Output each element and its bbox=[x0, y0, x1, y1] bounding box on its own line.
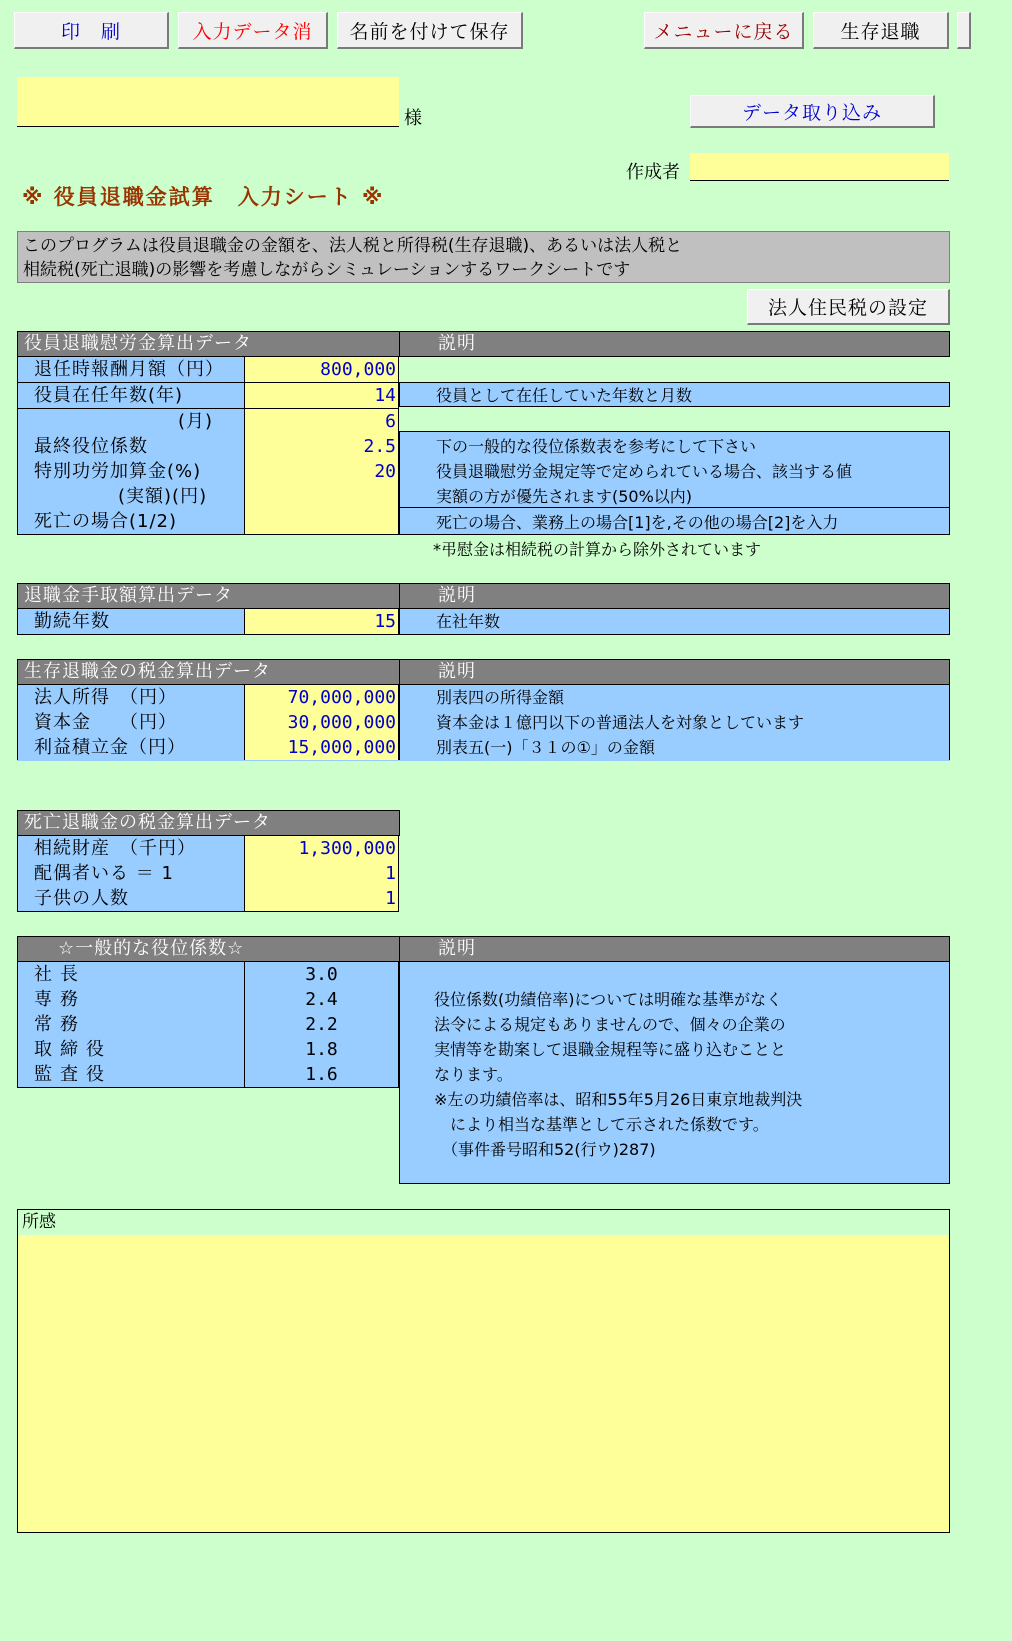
s1-input-special-merit-amount[interactable] bbox=[244, 484, 399, 510]
resident-tax-settings-button[interactable]: 法人住民税の設定 bbox=[747, 289, 950, 325]
s4-input-inheritance-assets[interactable]: 1,300,000 bbox=[244, 836, 399, 862]
s5-label-managing-director: 常務 bbox=[17, 1012, 245, 1038]
s1-desc-special-merit: 役員退職慰労金規定等で定められている場合、該当する値 bbox=[399, 459, 950, 485]
s3-desc-capital: 資本金は１億円以下の普通法人を対象としています bbox=[399, 710, 950, 736]
s2-desc-service-years: 在社年数 bbox=[399, 609, 950, 635]
section2-title: 退職金手取額算出データ bbox=[17, 583, 400, 609]
s2-label-service-years: 勤続年数 bbox=[17, 609, 245, 635]
s1-input-tenure-years[interactable]: 14 bbox=[244, 383, 399, 409]
remarks-box[interactable] bbox=[17, 1209, 950, 1533]
survival-retirement-button[interactable]: 生存退職 bbox=[813, 12, 949, 49]
s4-input-children[interactable]: 1 bbox=[244, 886, 399, 912]
data-import-button[interactable]: データ取り込み bbox=[690, 95, 935, 128]
s5-label-senior-director: 専務 bbox=[17, 987, 245, 1013]
client-suffix: 様 bbox=[404, 108, 422, 129]
s5-desc-line-3: 実情等を勘案して退職金規程等に盛り込むことと bbox=[434, 1040, 787, 1059]
s1-desc-death-case: 死亡の場合、業務上の場合[1]を,その他の場合[2]を入力 bbox=[399, 507, 950, 535]
s1-input-death-case[interactable] bbox=[244, 509, 399, 535]
s1-label-special-merit-percent: 特別功労加算金(%) bbox=[17, 459, 245, 485]
s3-label-corporate-income: 法人所得 （円） bbox=[17, 685, 245, 711]
s1-label-tenure-months: (月) bbox=[17, 409, 245, 435]
s5-description bbox=[399, 962, 950, 1184]
s1-input-tenure-months[interactable]: 6 bbox=[244, 409, 399, 435]
s4-label-spouse: 配偶者いる ＝ 1 bbox=[17, 861, 245, 887]
sheet-title: ※ 役員退職金試算 入力シート ※ bbox=[22, 185, 385, 209]
s3-bottom-line bbox=[17, 760, 950, 761]
s3-label-capital: 資本金 （円） bbox=[17, 710, 245, 736]
s5-value-president: 3.0 bbox=[244, 962, 399, 988]
section5-title: ☆一般的な役位係数☆ bbox=[17, 936, 400, 962]
s1-desc-amount-priority: 実額の方が優先されます(50%以内) bbox=[399, 484, 950, 510]
s5-desc-line-7: （事件番号昭和52(行ウ)287) bbox=[434, 1140, 656, 1159]
partial-toolbar-button[interactable] bbox=[957, 12, 971, 49]
s5-label-auditor: 監査役 bbox=[17, 1062, 245, 1088]
section1-title: 役員退職慰労金算出データ bbox=[17, 331, 400, 357]
section3-title: 生存退職金の税金算出データ bbox=[17, 659, 400, 685]
print-button[interactable]: 印 刷 bbox=[14, 12, 169, 49]
s5-value-senior-director: 2.4 bbox=[244, 987, 399, 1013]
s5-value-auditor: 1.6 bbox=[244, 1062, 399, 1088]
s4-input-spouse[interactable]: 1 bbox=[244, 861, 399, 887]
section2-desc-header: 説明 bbox=[399, 583, 950, 609]
s5-value-director: 1.8 bbox=[244, 1037, 399, 1063]
s1-label-monthly-salary: 退任時報酬月額（円） bbox=[17, 357, 245, 383]
s1-input-position-coefficient[interactable]: 2.5 bbox=[244, 434, 399, 460]
s5-desc-line-2: 法令による規定もありませんので、個々の企業の bbox=[434, 1015, 786, 1034]
s5-desc-line-5: ※左の功績倍率は、昭和55年5月26日東京地裁判決 bbox=[434, 1090, 803, 1109]
clear-input-button[interactable]: 入力データ消 bbox=[178, 12, 328, 49]
intro-line-1: このプログラムは役員退職金の金額を、法人税と所得税(生存退職)、あるいは法人税と bbox=[23, 236, 683, 256]
s3-desc-retained-earnings: 別表五(一)「３１の①」の金額 bbox=[399, 735, 950, 761]
s5-desc-line-1: 役位係数(功績倍率)については明確な基準がなく bbox=[434, 990, 783, 1009]
s5-desc-line-6: により相当な基準として示された係数です。 bbox=[434, 1115, 769, 1134]
remarks-label: 所感 bbox=[18, 1210, 949, 1235]
section1-desc-header: 説明 bbox=[399, 331, 950, 357]
s4-label-children: 子供の人数 bbox=[17, 886, 245, 912]
s1-desc-empty-1 bbox=[399, 357, 950, 383]
s3-desc-corporate-income: 別表四の所得金額 bbox=[399, 685, 950, 711]
s3-input-corporate-income[interactable]: 70,000,000 bbox=[244, 685, 399, 711]
s3-input-capital[interactable]: 30,000,000 bbox=[244, 710, 399, 736]
s3-label-retained-earnings: 利益積立金（円） bbox=[17, 735, 245, 761]
s1-label-death-case: 死亡の場合(1/2) bbox=[17, 509, 245, 535]
s1-label-special-merit-amount: (実額)(円) bbox=[17, 484, 245, 510]
s1-note: *弔慰金は相続税の計算から除外されています bbox=[433, 540, 762, 559]
s3-input-retained-earnings[interactable]: 15,000,000 bbox=[244, 735, 399, 761]
save-as-button[interactable]: 名前を付けて保存 bbox=[337, 12, 523, 49]
intro-box bbox=[17, 231, 950, 283]
s5-label-president: 社長 bbox=[17, 962, 245, 988]
s5-label-director: 取締役 bbox=[17, 1037, 245, 1063]
author-label: 作成者 bbox=[626, 162, 680, 183]
author-input[interactable] bbox=[690, 153, 949, 181]
s2-input-service-years[interactable]: 15 bbox=[244, 609, 399, 635]
s1-desc-tenure: 役員として在任していた年数と月数 bbox=[399, 382, 950, 407]
s4-label-inheritance-assets: 相続財産 （千円） bbox=[17, 836, 245, 862]
s1-label-tenure-years: 役員在任年数(年) bbox=[17, 383, 245, 409]
section4-title: 死亡退職金の税金算出データ bbox=[17, 810, 400, 836]
back-to-menu-button[interactable]: メニューに戻る bbox=[644, 12, 804, 49]
section3-desc-header: 説明 bbox=[399, 659, 950, 685]
s1-input-special-merit-percent[interactable]: 20 bbox=[244, 459, 399, 485]
remarks-input[interactable] bbox=[18, 1235, 949, 1243]
client-name-input[interactable] bbox=[17, 77, 399, 127]
intro-line-2: 相続税(死亡退職)の影響を考慮しながらシミュレーションするワークシートです bbox=[23, 260, 631, 280]
s1-desc-coefficient: 下の一般的な役位係数表を参考にして下さい bbox=[399, 431, 950, 460]
s1-label-position-coefficient: 最終役位係数 bbox=[17, 434, 245, 460]
s5-value-managing-director: 2.2 bbox=[244, 1012, 399, 1038]
s5-desc-line-4: なります。 bbox=[434, 1065, 513, 1084]
s1-input-monthly-salary[interactable]: 800,000 bbox=[244, 357, 399, 383]
section5-desc-header: 説明 bbox=[399, 936, 950, 962]
